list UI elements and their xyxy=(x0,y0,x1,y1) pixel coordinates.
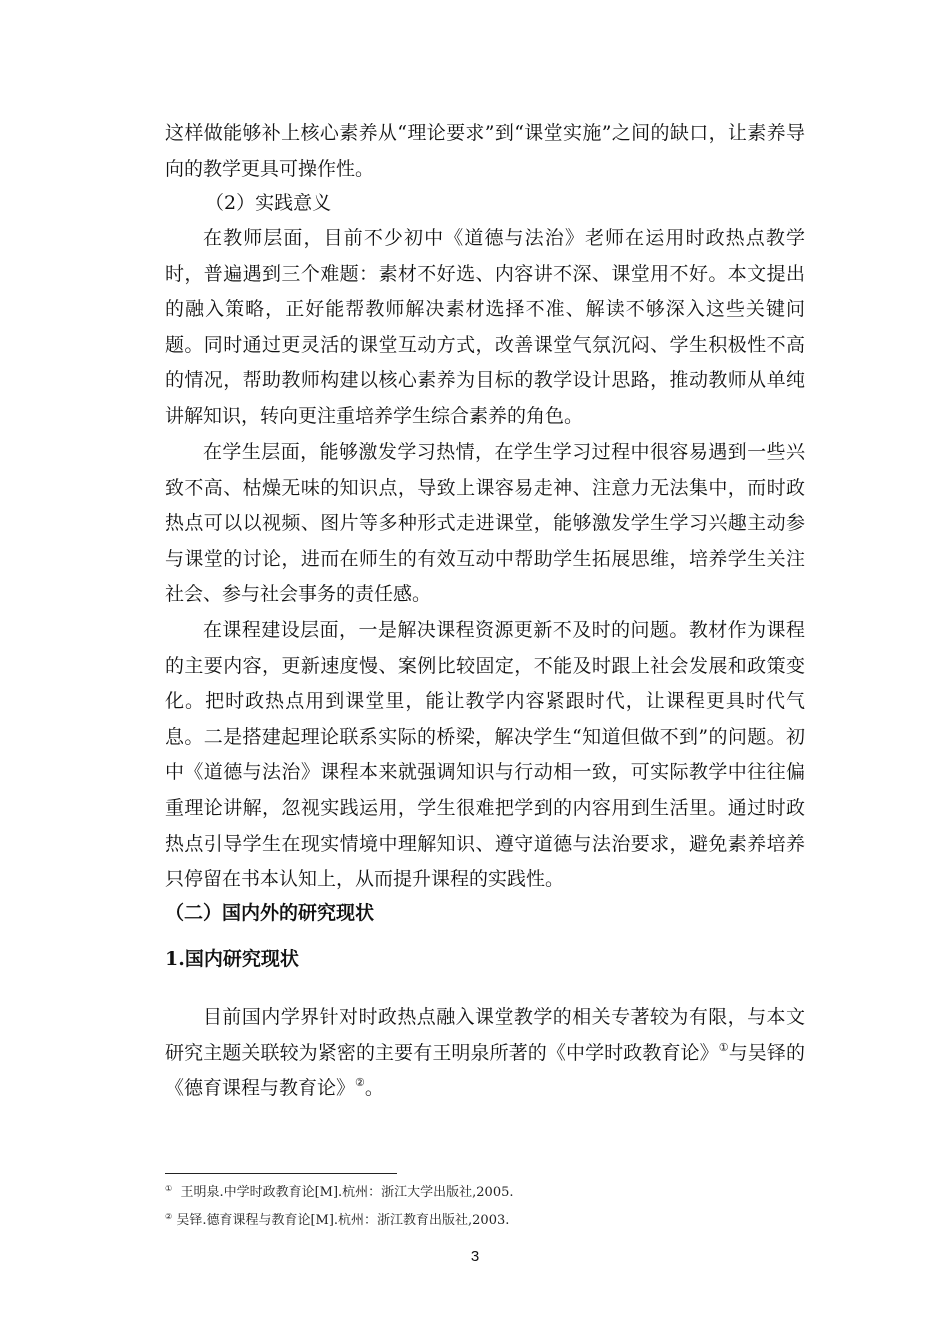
footnote-text-2: 吴铎.德育课程与教育论[M].杭州：浙江教育出版社,2003. xyxy=(176,1213,510,1228)
paragraph-curriculum-level: 在课程建设层面，一是解决课程资源更新不及时的问题。教材作为课程的主要内容，更新速度慢、案例比较固定，不能及时跟上社会发展和政策变化。把时政热点用到课堂里，能让教学内容紧跟时代，让课程更具时代气息。二是搭建起理论联系实际的桥梁，解决学生“知道但做不到”的问题。初中《道德与法治》课程本来就强调知识与行动相一致，可实际教学中往往偏重理论讲解，忽视实践运用，学生很难把学到的内容用到生活里。通过时政热点引导学生在现实情境中理解知识、遵守道德与法治要求，避免素养培养只停留在书本认知上，从而提升课程的实践性。 xyxy=(165,619,805,891)
footnote-separator xyxy=(165,1173,397,1174)
section-heading-domestic-research: 1.国内研究现状 xyxy=(165,948,299,970)
subheading-practical-significance: （2）实践意义 xyxy=(205,192,332,214)
paragraph-continued: 这样做能够补上核心素养从“理论要求”到“课堂实施”之间的缺口，让素养导向的教学更具可操作性。 xyxy=(165,122,805,180)
paragraph-teacher-level: 在教师层面，目前不少初中《道德与法治》老师在运用时政热点教学时，普遍遇到三个难题：素材不好选、内容讲不深、课堂用不好。本文提出的融入策略，正好能帮教师解决素材选择不准、解读不够深入这些关键问题。同时通过更灵活的课堂互动方式，改善课堂气氛沉闷、学生积极性不高的情况，帮助教师构建以核心素养为目标的教学设计思路，推动教师从单纯讲解知识，转向更注重培养学生综合素养的角色。 xyxy=(165,227,805,427)
footnote-ref-2[interactable]: ② xyxy=(355,1076,365,1090)
paragraph-text-c: 。 xyxy=(364,1077,384,1100)
paragraph-student-level: 在学生层面，能够激发学习热情，在学生学习过程中很容易遇到一些兴致不高、枯燥无味的知识点，导致上课容易走神、注意力无法集中，而时政热点可以以视频、图片等多种形式走进课堂，能够激发学生学习兴趣主动参与课堂的讨论，进而在师生的有效互动中帮助学生拓展思维，培养学生关注社会、参与社会事务的责任感。 xyxy=(165,441,805,606)
paragraph-text-a: 目前国内学界针对时政热点融入课堂教学的相关专著较为有限，与本文研究主题关联较为紧密的主要有王明泉所著的《中学时政教育论》 xyxy=(165,1006,805,1064)
footnote-mark-1: ① xyxy=(165,1184,173,1193)
section-heading-research-status: （二）国内外的研究现状 xyxy=(165,902,375,924)
footnote-1 xyxy=(165,1184,514,1202)
footnote-text-1: 王明泉.中学时政教育论[M].杭州：浙江大学出版社,2005. xyxy=(180,1185,514,1200)
page-number: 3 xyxy=(470,1248,480,1265)
paragraph-domestic-research xyxy=(165,1000,805,1107)
footnote-2 xyxy=(165,1212,509,1230)
paragraph-text-b: 与吴铎的《德育课程与教育论》 xyxy=(165,1041,805,1100)
footnote-ref-1[interactable]: ① xyxy=(718,1040,729,1054)
footnote-mark-2: ② xyxy=(165,1212,173,1221)
